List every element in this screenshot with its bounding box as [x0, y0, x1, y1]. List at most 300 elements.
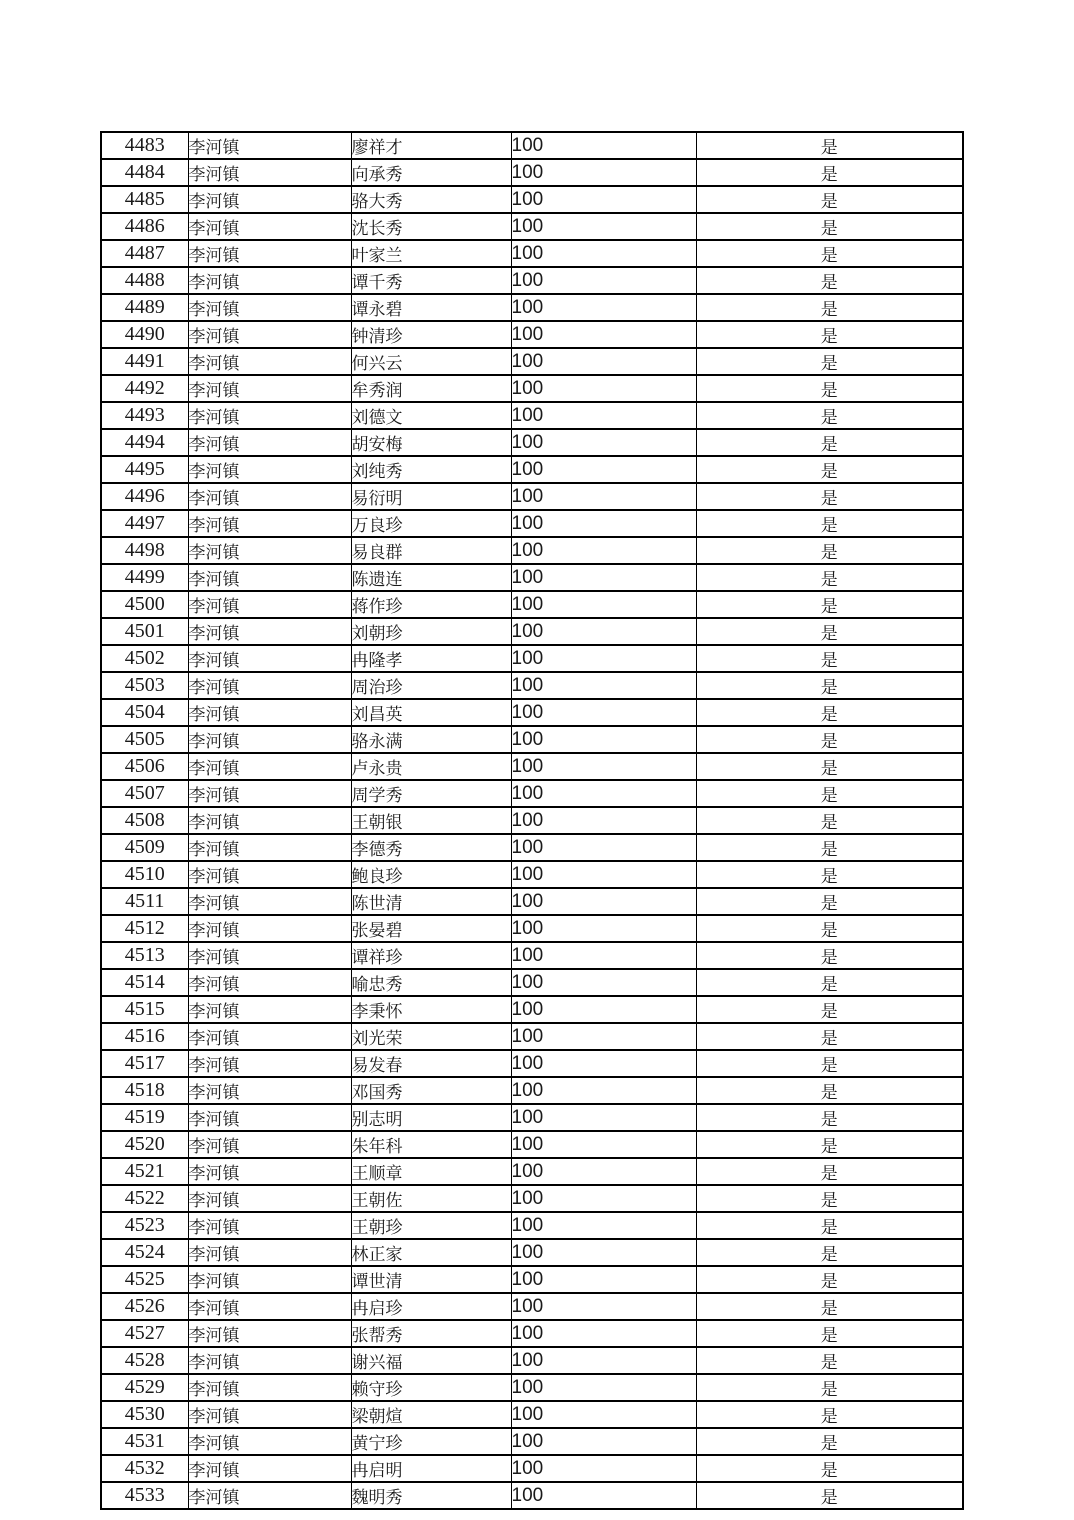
- no-cell: 4487: [101, 240, 188, 267]
- confirmed-cell: 是: [696, 321, 963, 348]
- no-cell: 4507: [101, 780, 188, 807]
- town-cell: 李河镇: [188, 402, 351, 429]
- score-cell: 100: [511, 213, 696, 240]
- confirmed-cell: 是: [696, 780, 963, 807]
- name-cell: 李德秀: [351, 834, 511, 861]
- town-cell: 李河镇: [188, 1374, 351, 1401]
- town-cell: 李河镇: [188, 1104, 351, 1131]
- confirmed-cell: 是: [696, 429, 963, 456]
- name-cell: 周学秀: [351, 780, 511, 807]
- town-cell: 李河镇: [188, 1212, 351, 1239]
- name-cell: 赖守珍: [351, 1374, 511, 1401]
- no-cell: 4506: [101, 753, 188, 780]
- table-row: [101, 915, 963, 942]
- confirmed-cell: 是: [696, 1239, 963, 1266]
- score-cell: 100: [511, 672, 696, 699]
- town-cell: 李河镇: [188, 753, 351, 780]
- no-cell: 4524: [101, 1239, 188, 1266]
- no-cell: 4508: [101, 807, 188, 834]
- confirmed-cell: 是: [696, 834, 963, 861]
- name-cell: 卢永贵: [351, 753, 511, 780]
- name-cell: 谢兴福: [351, 1347, 511, 1374]
- score-cell: 100: [511, 1158, 696, 1185]
- confirmed-cell: 是: [696, 186, 963, 213]
- no-cell: 4486: [101, 213, 188, 240]
- score-cell: 100: [511, 1347, 696, 1374]
- town-cell: 李河镇: [188, 915, 351, 942]
- confirmed-cell: 是: [696, 1185, 963, 1212]
- score-cell: 100: [511, 510, 696, 537]
- town-cell: 李河镇: [188, 861, 351, 888]
- no-cell: 4502: [101, 645, 188, 672]
- name-cell: 易衍明: [351, 483, 511, 510]
- town-cell: 李河镇: [188, 564, 351, 591]
- score-cell: 100: [511, 1131, 696, 1158]
- name-cell: 张晏碧: [351, 915, 511, 942]
- town-cell: 李河镇: [188, 1239, 351, 1266]
- name-cell: 黄宁珍: [351, 1428, 511, 1455]
- score-cell: 100: [511, 1401, 696, 1428]
- score-cell: 100: [511, 1320, 696, 1347]
- score-cell: 100: [511, 375, 696, 402]
- town-cell: 李河镇: [188, 132, 351, 159]
- table-row: [101, 1374, 963, 1401]
- town-cell: 李河镇: [188, 186, 351, 213]
- score-cell: 100: [511, 699, 696, 726]
- town-cell: 李河镇: [188, 510, 351, 537]
- confirmed-cell: 是: [696, 1266, 963, 1293]
- score-cell: 100: [511, 321, 696, 348]
- name-cell: 王朝佐: [351, 1185, 511, 1212]
- no-cell: 4509: [101, 834, 188, 861]
- name-cell: 谭祥珍: [351, 942, 511, 969]
- table-row: [101, 1158, 963, 1185]
- table-row: [101, 1455, 963, 1482]
- table-row: [101, 753, 963, 780]
- table-row: [101, 1401, 963, 1428]
- no-cell: 4522: [101, 1185, 188, 1212]
- town-cell: 李河镇: [188, 1320, 351, 1347]
- score-cell: 100: [511, 1266, 696, 1293]
- table-row: [101, 294, 963, 321]
- table-row: [101, 483, 963, 510]
- confirmed-cell: 是: [696, 726, 963, 753]
- no-cell: 4497: [101, 510, 188, 537]
- town-cell: 李河镇: [188, 240, 351, 267]
- town-cell: 李河镇: [188, 996, 351, 1023]
- score-cell: 100: [511, 483, 696, 510]
- confirmed-cell: 是: [696, 159, 963, 186]
- no-cell: 4532: [101, 1455, 188, 1482]
- town-cell: 李河镇: [188, 780, 351, 807]
- score-cell: 100: [511, 1077, 696, 1104]
- confirmed-cell: 是: [696, 1347, 963, 1374]
- confirmed-cell: 是: [696, 1428, 963, 1455]
- confirmed-cell: 是: [696, 1320, 963, 1347]
- name-cell: 刘朝珍: [351, 618, 511, 645]
- no-cell: 4492: [101, 375, 188, 402]
- no-cell: 4495: [101, 456, 188, 483]
- table-row: [101, 645, 963, 672]
- town-cell: 李河镇: [188, 1401, 351, 1428]
- confirmed-cell: 是: [696, 375, 963, 402]
- town-cell: 李河镇: [188, 1293, 351, 1320]
- score-cell: 100: [511, 753, 696, 780]
- name-cell: 别志明: [351, 1104, 511, 1131]
- town-cell: 李河镇: [188, 618, 351, 645]
- table-row: [101, 1293, 963, 1320]
- name-cell: 蒋作珍: [351, 591, 511, 618]
- town-cell: 李河镇: [188, 267, 351, 294]
- no-cell: 4529: [101, 1374, 188, 1401]
- table-row: [101, 132, 963, 159]
- table-row: [101, 1077, 963, 1104]
- no-cell: 4513: [101, 942, 188, 969]
- no-cell: 4530: [101, 1401, 188, 1428]
- table-row: [101, 888, 963, 915]
- name-cell: 易发春: [351, 1050, 511, 1077]
- score-cell: 100: [511, 348, 696, 375]
- town-cell: 李河镇: [188, 294, 351, 321]
- confirmed-cell: 是: [696, 1104, 963, 1131]
- town-cell: 李河镇: [188, 834, 351, 861]
- name-cell: 喻忠秀: [351, 969, 511, 996]
- town-cell: 李河镇: [188, 1428, 351, 1455]
- name-cell: 梁朝煊: [351, 1401, 511, 1428]
- score-cell: 100: [511, 537, 696, 564]
- confirmed-cell: 是: [696, 1482, 963, 1509]
- name-cell: 陈世清: [351, 888, 511, 915]
- name-cell: 牟秀润: [351, 375, 511, 402]
- table-row: [101, 672, 963, 699]
- score-cell: 100: [511, 1482, 696, 1509]
- town-cell: 李河镇: [188, 672, 351, 699]
- town-cell: 李河镇: [188, 1023, 351, 1050]
- name-cell: 李秉怀: [351, 996, 511, 1023]
- no-cell: 4504: [101, 699, 188, 726]
- confirmed-cell: 是: [696, 753, 963, 780]
- no-cell: 4521: [101, 1158, 188, 1185]
- confirmed-cell: 是: [696, 1293, 963, 1320]
- confirmed-cell: 是: [696, 1023, 963, 1050]
- no-cell: 4496: [101, 483, 188, 510]
- score-cell: 100: [511, 402, 696, 429]
- confirmed-cell: 是: [696, 996, 963, 1023]
- name-cell: 万良珍: [351, 510, 511, 537]
- town-cell: 李河镇: [188, 645, 351, 672]
- name-cell: 王朝银: [351, 807, 511, 834]
- score-cell: 100: [511, 645, 696, 672]
- name-cell: 向承秀: [351, 159, 511, 186]
- confirmed-cell: 是: [696, 1050, 963, 1077]
- table-row: [101, 969, 963, 996]
- name-cell: 刘纯秀: [351, 456, 511, 483]
- name-cell: 朱年科: [351, 1131, 511, 1158]
- name-cell: 王朝珍: [351, 1212, 511, 1239]
- no-cell: 4483: [101, 132, 188, 159]
- name-cell: 骆大秀: [351, 186, 511, 213]
- no-cell: 4527: [101, 1320, 188, 1347]
- no-cell: 4526: [101, 1293, 188, 1320]
- no-cell: 4498: [101, 537, 188, 564]
- confirmed-cell: 是: [696, 240, 963, 267]
- table-row: [101, 1482, 963, 1509]
- table-row: [101, 1023, 963, 1050]
- name-cell: 冉启明: [351, 1455, 511, 1482]
- town-cell: 李河镇: [188, 456, 351, 483]
- no-cell: 4503: [101, 672, 188, 699]
- town-cell: 李河镇: [188, 888, 351, 915]
- score-cell: 100: [511, 888, 696, 915]
- table-row: [101, 1347, 963, 1374]
- confirmed-cell: 是: [696, 672, 963, 699]
- town-cell: 李河镇: [188, 1455, 351, 1482]
- town-cell: 李河镇: [188, 1158, 351, 1185]
- confirmed-cell: 是: [696, 213, 963, 240]
- town-cell: 李河镇: [188, 213, 351, 240]
- score-cell: 100: [511, 159, 696, 186]
- name-cell: 刘德文: [351, 402, 511, 429]
- score-cell: 100: [511, 942, 696, 969]
- confirmed-cell: 是: [696, 267, 963, 294]
- town-cell: 李河镇: [188, 321, 351, 348]
- table-row: [101, 861, 963, 888]
- name-cell: 易良群: [351, 537, 511, 564]
- no-cell: 4517: [101, 1050, 188, 1077]
- name-cell: 胡安梅: [351, 429, 511, 456]
- table-row: [101, 564, 963, 591]
- score-cell: 100: [511, 267, 696, 294]
- name-cell: 谭千秀: [351, 267, 511, 294]
- table-row: [101, 807, 963, 834]
- town-cell: 李河镇: [188, 375, 351, 402]
- no-cell: 4520: [101, 1131, 188, 1158]
- score-cell: 100: [511, 1293, 696, 1320]
- name-cell: 廖祥才: [351, 132, 511, 159]
- confirmed-cell: 是: [696, 915, 963, 942]
- town-cell: 李河镇: [188, 1077, 351, 1104]
- table-row: [101, 1428, 963, 1455]
- name-cell: 冉启珍: [351, 1293, 511, 1320]
- confirmed-cell: 是: [696, 510, 963, 537]
- no-cell: 4510: [101, 861, 188, 888]
- score-cell: 100: [511, 915, 696, 942]
- table-row: [101, 834, 963, 861]
- confirmed-cell: 是: [696, 645, 963, 672]
- name-cell: 冉隆孝: [351, 645, 511, 672]
- name-cell: 刘光荣: [351, 1023, 511, 1050]
- town-cell: 李河镇: [188, 591, 351, 618]
- score-cell: 100: [511, 294, 696, 321]
- table-row: [101, 699, 963, 726]
- table-row: [101, 1185, 963, 1212]
- score-cell: 100: [511, 564, 696, 591]
- no-cell: 4494: [101, 429, 188, 456]
- confirmed-cell: 是: [696, 132, 963, 159]
- no-cell: 4489: [101, 294, 188, 321]
- roster-table: [100, 131, 964, 1510]
- score-cell: 100: [511, 861, 696, 888]
- score-cell: 100: [511, 996, 696, 1023]
- score-cell: 100: [511, 591, 696, 618]
- score-cell: 100: [511, 1104, 696, 1131]
- score-cell: 100: [511, 1185, 696, 1212]
- no-cell: 4512: [101, 915, 188, 942]
- town-cell: 李河镇: [188, 1050, 351, 1077]
- confirmed-cell: 是: [696, 456, 963, 483]
- name-cell: 刘昌英: [351, 699, 511, 726]
- score-cell: 100: [511, 834, 696, 861]
- score-cell: 100: [511, 807, 696, 834]
- score-cell: 100: [511, 456, 696, 483]
- score-cell: 100: [511, 186, 696, 213]
- confirmed-cell: 是: [696, 402, 963, 429]
- no-cell: 4531: [101, 1428, 188, 1455]
- confirmed-cell: 是: [696, 1374, 963, 1401]
- table-row: [101, 1131, 963, 1158]
- score-cell: 100: [511, 429, 696, 456]
- no-cell: 4528: [101, 1347, 188, 1374]
- table-row: [101, 402, 963, 429]
- no-cell: 4523: [101, 1212, 188, 1239]
- no-cell: 4490: [101, 321, 188, 348]
- table-row: [101, 1212, 963, 1239]
- table-row: [101, 1104, 963, 1131]
- town-cell: 李河镇: [188, 429, 351, 456]
- table-row: [101, 1320, 963, 1347]
- confirmed-cell: 是: [696, 969, 963, 996]
- confirmed-cell: 是: [696, 1131, 963, 1158]
- no-cell: 4505: [101, 726, 188, 753]
- name-cell: 邓国秀: [351, 1077, 511, 1104]
- town-cell: 李河镇: [188, 483, 351, 510]
- table-row: [101, 591, 963, 618]
- town-cell: 李河镇: [188, 1185, 351, 1212]
- table-row: [101, 375, 963, 402]
- name-cell: 林正家: [351, 1239, 511, 1266]
- name-cell: 钟清珍: [351, 321, 511, 348]
- score-cell: 100: [511, 1374, 696, 1401]
- confirmed-cell: 是: [696, 807, 963, 834]
- table-row: [101, 240, 963, 267]
- town-cell: 李河镇: [188, 942, 351, 969]
- town-cell: 李河镇: [188, 537, 351, 564]
- town-cell: 李河镇: [188, 1347, 351, 1374]
- town-cell: 李河镇: [188, 969, 351, 996]
- town-cell: 李河镇: [188, 1131, 351, 1158]
- confirmed-cell: 是: [696, 564, 963, 591]
- name-cell: 王顺章: [351, 1158, 511, 1185]
- name-cell: 沈长秀: [351, 213, 511, 240]
- no-cell: 4515: [101, 996, 188, 1023]
- table-row: [101, 1239, 963, 1266]
- no-cell: 4499: [101, 564, 188, 591]
- table-row: [101, 186, 963, 213]
- table-row: [101, 780, 963, 807]
- table-row: [101, 267, 963, 294]
- score-cell: 100: [511, 1212, 696, 1239]
- town-cell: 李河镇: [188, 1266, 351, 1293]
- confirmed-cell: 是: [696, 699, 963, 726]
- name-cell: 周治珍: [351, 672, 511, 699]
- table-row: [101, 537, 963, 564]
- no-cell: 4493: [101, 402, 188, 429]
- no-cell: 4501: [101, 618, 188, 645]
- score-cell: 100: [511, 618, 696, 645]
- score-cell: 100: [511, 780, 696, 807]
- score-cell: 100: [511, 969, 696, 996]
- no-cell: 4519: [101, 1104, 188, 1131]
- name-cell: 魏明秀: [351, 1482, 511, 1509]
- town-cell: 李河镇: [188, 699, 351, 726]
- table-row: [101, 456, 963, 483]
- score-cell: 100: [511, 1023, 696, 1050]
- no-cell: 4485: [101, 186, 188, 213]
- no-cell: 4500: [101, 591, 188, 618]
- confirmed-cell: 是: [696, 1401, 963, 1428]
- confirmed-cell: 是: [696, 888, 963, 915]
- table-row: [101, 159, 963, 186]
- name-cell: 何兴云: [351, 348, 511, 375]
- no-cell: 4518: [101, 1077, 188, 1104]
- no-cell: 4525: [101, 1266, 188, 1293]
- confirmed-cell: 是: [696, 1158, 963, 1185]
- score-cell: 100: [511, 1050, 696, 1077]
- table-row: [101, 1266, 963, 1293]
- town-cell: 李河镇: [188, 159, 351, 186]
- score-cell: 100: [511, 1428, 696, 1455]
- no-cell: 4484: [101, 159, 188, 186]
- table-row: [101, 429, 963, 456]
- no-cell: 4514: [101, 969, 188, 996]
- confirmed-cell: 是: [696, 1077, 963, 1104]
- table-row: [101, 942, 963, 969]
- table-row: [101, 510, 963, 537]
- town-cell: 李河镇: [188, 726, 351, 753]
- town-cell: 李河镇: [188, 807, 351, 834]
- name-cell: 叶家兰: [351, 240, 511, 267]
- score-cell: 100: [511, 132, 696, 159]
- confirmed-cell: 是: [696, 537, 963, 564]
- confirmed-cell: 是: [696, 348, 963, 375]
- table-row: [101, 1050, 963, 1077]
- name-cell: 陈遗连: [351, 564, 511, 591]
- no-cell: 4491: [101, 348, 188, 375]
- score-cell: 100: [511, 1239, 696, 1266]
- confirmed-cell: 是: [696, 1455, 963, 1482]
- confirmed-cell: 是: [696, 861, 963, 888]
- table-row: [101, 726, 963, 753]
- confirmed-cell: 是: [696, 1212, 963, 1239]
- table-row: [101, 213, 963, 240]
- confirmed-cell: 是: [696, 591, 963, 618]
- no-cell: 4511: [101, 888, 188, 915]
- confirmed-cell: 是: [696, 294, 963, 321]
- name-cell: 骆永满: [351, 726, 511, 753]
- table-row: [101, 996, 963, 1023]
- no-cell: 4488: [101, 267, 188, 294]
- no-cell: 4516: [101, 1023, 188, 1050]
- confirmed-cell: 是: [696, 618, 963, 645]
- table-row: [101, 618, 963, 645]
- town-cell: 李河镇: [188, 1482, 351, 1509]
- name-cell: 谭世清: [351, 1266, 511, 1293]
- town-cell: 李河镇: [188, 348, 351, 375]
- name-cell: 张帮秀: [351, 1320, 511, 1347]
- confirmed-cell: 是: [696, 483, 963, 510]
- confirmed-cell: 是: [696, 942, 963, 969]
- score-cell: 100: [511, 726, 696, 753]
